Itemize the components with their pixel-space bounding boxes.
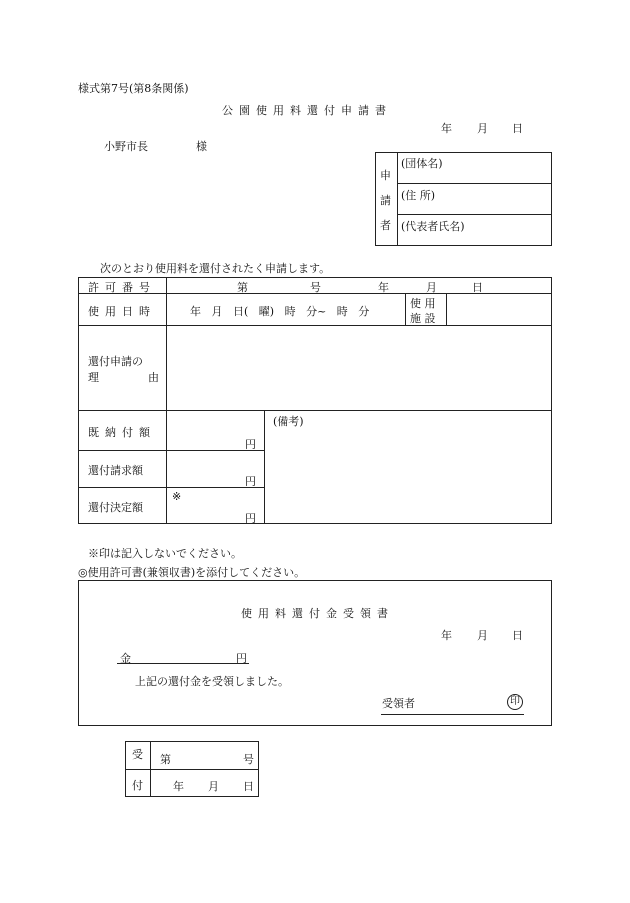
applicant-side-label-1: 申	[380, 169, 391, 182]
paid-yen: 円	[245, 438, 256, 451]
remarks-label: (備考)	[273, 415, 304, 428]
request-yen: 円	[245, 475, 256, 488]
amount-underline	[117, 663, 249, 664]
receipt-month: 月	[477, 629, 488, 642]
receiver-label: 受領者	[382, 697, 415, 710]
usage-datetime-value: 年 月 日( 曜) 時 分~ 時 分	[190, 305, 370, 318]
permit-no-suffix: 号	[310, 281, 321, 294]
receipt-box	[78, 580, 552, 726]
receipt-amount-prefix: 金	[120, 652, 131, 665]
receipt-statement: 上記の還付金を受領しました。	[135, 675, 289, 688]
reception-year: 年	[173, 780, 184, 793]
request-amount-label: 還付請求額	[88, 464, 143, 477]
decided-mark: ※	[172, 490, 182, 503]
permit-no-prefix: 第	[237, 281, 248, 294]
form-title: 公園使用料還付申請書	[222, 104, 392, 117]
addressee-name: 小野市長	[104, 140, 148, 153]
facility-label-1: 使 用	[410, 297, 436, 310]
permit-year: 年	[378, 281, 389, 294]
receipt-day: 日	[512, 629, 523, 642]
permit-month: 月	[426, 281, 437, 294]
applicant-side-label-3: 者	[380, 219, 391, 232]
applicant-org-label: (団体名)	[401, 157, 443, 170]
applicant-address-label: (住 所)	[401, 189, 436, 202]
reception-label-1: 受	[132, 748, 143, 761]
receipt-amount-suffix: 円	[236, 652, 247, 665]
date-month: 月	[477, 122, 488, 135]
paid-amount-label: 既納付額	[88, 426, 156, 439]
note-2: ◎使用許可書(兼領収書)を添付してください。	[78, 566, 306, 579]
reason-label-1: 還付申請の	[88, 355, 143, 368]
applicant-side-label-2: 請	[380, 194, 391, 207]
decided-amount-label: 還付決定額	[88, 501, 143, 514]
note-1: ※印は記入しないでください。	[88, 547, 242, 560]
permit-day: 日	[472, 281, 483, 294]
decided-yen: 円	[245, 512, 256, 525]
seal-mark: 印	[507, 694, 523, 710]
reception-no-prefix: 第	[160, 753, 171, 766]
reception-day: 日	[243, 780, 254, 793]
usage-datetime-label: 使用日時	[88, 305, 156, 318]
receipt-year: 年	[441, 629, 452, 642]
addressee-honorific: 様	[196, 140, 207, 153]
intro-text: 次のとおり使用料を還付されたく申請します。	[100, 262, 331, 275]
form-number: 様式第7号(第8条関係)	[78, 82, 189, 95]
date-year: 年	[441, 122, 452, 135]
reception-label-2: 付	[132, 779, 143, 792]
permit-no-label: 許可番号	[88, 281, 156, 294]
reason-label-2a: 理	[88, 371, 99, 384]
receipt-title: 使用料還付金受領書	[241, 607, 394, 620]
date-day: 日	[512, 122, 523, 135]
reception-no-suffix: 号	[243, 753, 254, 766]
receiver-underline	[381, 714, 524, 715]
facility-label-2: 施 設	[410, 312, 436, 325]
reason-label-2b: 由	[148, 371, 159, 384]
applicant-rep-label: (代表者氏名)	[401, 220, 465, 233]
reception-month: 月	[208, 780, 219, 793]
